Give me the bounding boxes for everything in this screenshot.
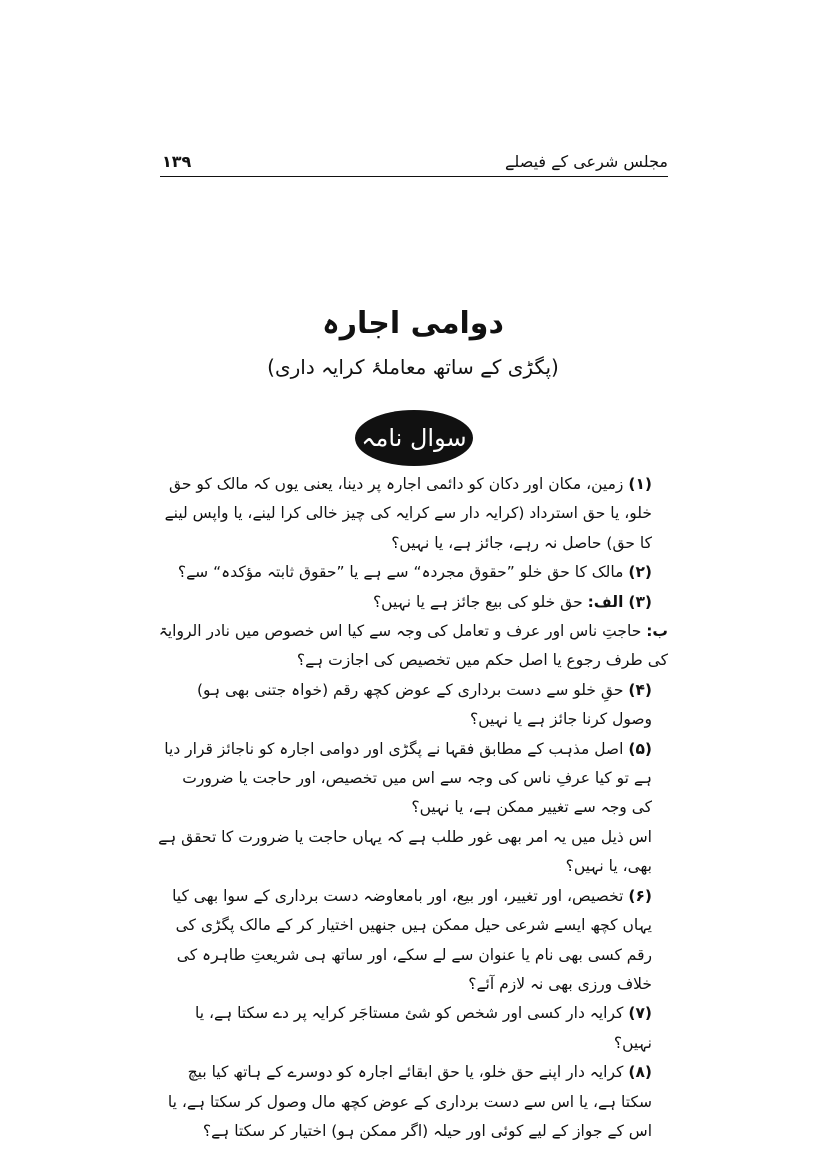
question-text: حقِ خلو سے دست برداری کے عوض کچھ رقم (خواہ جتنی بھی ہو) وصول کرنا جائز ہے یا نہیں؟ [196,680,652,729]
header-title: مجلس شرعی کے فیصلے [505,152,668,171]
question-3a [158,588,668,617]
question-text: تخصیص، اور تغییر، اور بیع، اور بامعاوضہ دست برداری کے سوا بھی کیا یہاں کچھ ایسے شرعی حیل ممکن ہیں جنھیں اختیار کر کے مالک پگڑی کی رقم کسی بھی نام یا عنوان سے لے سکے، اور ساتھ ہی شریعتِ طاہرہ کی خلاف ورزی بھی نہ لازم آئے؟ [172,886,652,993]
question-5-note [158,823,668,882]
page-number: ۱۳۹ [162,152,192,171]
question-1 [158,470,668,558]
running-header [160,150,668,180]
question-text: کرایہ دار اپنے حق خلو، یا حق ابقائے اجارہ کو دوسرے کے ہاتھ کیا بیچ سکتا ہے، یا اس سے دست برداری کے عوض کچھ مال وصول کر سکتا ہے، یا اس کے جواز کے لیے کوئی اور حیلہ (اگر ممکن ہو) اختیار کر سکتا ہے؟ [167,1063,652,1140]
question-text: اصل مذہب کے مطابق فقہا نے پگڑی اور دوامی اجارہ کو ناجائز قرار دیا ہے تو کیا عرفِ ناس کی وجہ سے اس میں تخصیص، اور حاجت یا ضرورت کی وجہ سے تغییر ممکن ہے، یا نہیں؟ [164,739,652,817]
question-number: (۱) [628,475,652,493]
question-label: ب: [646,622,668,641]
question-text: زمین، مکان اور دکان کو دائمی اجارہ پر دینا، یعنی یوں کہ مالک کو حق خلو، یا حق استرداد (کرایہ دار سے کرایہ کی چیز خالی کرا لینے، یا واپس لینے کا حق) حاصل نہ رہے، جائز ہے، یا نہیں؟ [164,475,652,552]
question-text: کرایہ دار کسی اور شخص کو شئ مستاجَر کرایہ پر دے سکتا ہے، یا نہیں؟ [195,1004,652,1052]
question-3b [158,617,668,676]
question-4 [158,676,668,735]
question-number: (۴) [628,680,652,699]
questionnaire-badge-label: سوال نامہ [361,424,467,452]
question-number: (۵) [628,739,652,758]
page-title: دوامی اجارہ [322,306,504,341]
questions-list [158,470,668,1146]
question-number: (۳) [628,592,652,611]
question-text: حق خلو کی بیع جائز ہے یا نہیں؟ [372,592,583,611]
questionnaire-badge [355,410,473,466]
question-7 [158,999,668,1058]
question-text: مالک کا حق خلو ”حقوق مجردہ“ سے ہے یا ”حقوق ثابتہ مؤکدہ“ سے؟ [177,563,624,582]
question-number: (۷) [628,1004,652,1023]
question-label: الف: [587,592,624,611]
question-number: (۲) [628,563,652,582]
question-6 [158,882,668,1000]
question-2 [158,558,668,587]
question-text: حاجتِ ناس اور عرف و تعامل کی وجہ سے کیا اس خصوص میں نادر الروایۃ کی طرف رجوع یا اصل حکم میں تخصیص کی اجازت ہے؟ [158,622,668,670]
question-text: اس ذیل میں یہ امر بھی غور طلب ہے کہ یہاں حاجت یا ضرورت کا تحقق ہے بھی، یا نہیں؟ [158,827,652,876]
header-rule [160,176,668,177]
question-5 [158,735,668,823]
question-number: (۶) [628,886,652,905]
page-subtitle: (پگڑی کے ساتھ معاملۂ کرایہ داری) [267,355,559,379]
question-number: (۸) [628,1063,652,1082]
question-8 [158,1058,668,1146]
